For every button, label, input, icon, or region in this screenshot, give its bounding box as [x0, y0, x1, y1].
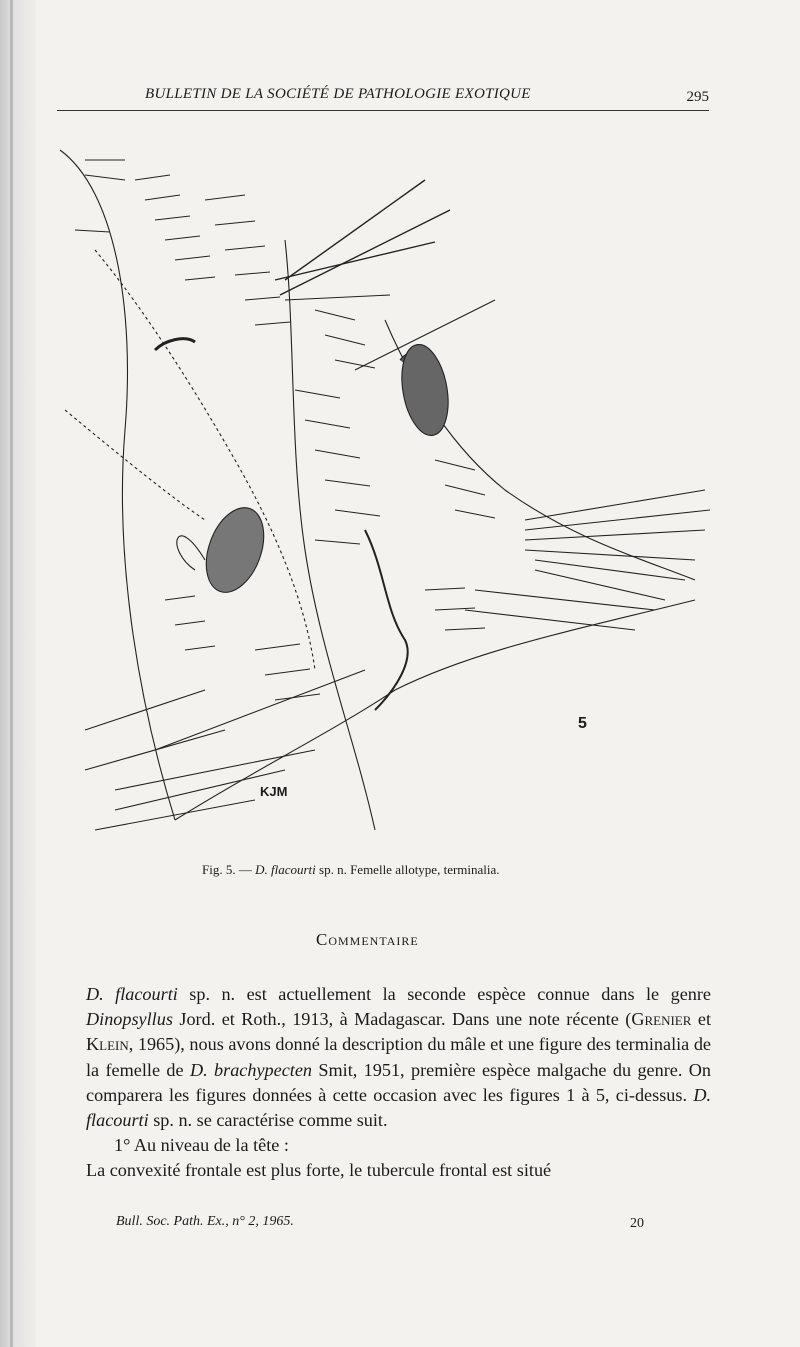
text-run: , 1965), nous avons donné la description du mâle et une figure des terminalia de la femelle de [86, 1034, 711, 1080]
genus-name: Dinopsyllus [86, 1009, 173, 1030]
paragraph-1 [86, 982, 711, 1133]
paragraph-3: La convexité frontale est plus forte, le tubercule frontal est situé [86, 1160, 552, 1181]
artist-initials: KJM [260, 784, 288, 799]
figure-number-label: 5 [578, 715, 587, 732]
body-text [86, 982, 711, 1184]
figure-caption [202, 862, 500, 878]
binding-edge [10, 0, 13, 1347]
text-run: sp. n. est actuellement la seconde espèce connue dans le genre [177, 984, 711, 1004]
caption-prefix: Fig. 5. — [202, 862, 256, 877]
journal-reference: Bull. Soc. Path. Ex., n° 2, 1965. [116, 1214, 294, 1229]
species-name: D. flacourti [86, 984, 178, 1004]
species-name: D. brachypecten [189, 1059, 312, 1080]
caption-species: D. flacourti [255, 862, 316, 877]
text-run: Jord. et Roth., 1913, à Madagascar. Dans une note récente ( [172, 1009, 632, 1030]
author-name: Klein [86, 1034, 129, 1055]
page-binding-shadow [0, 0, 36, 1347]
author-name: Grenier [631, 1009, 692, 1030]
header-rule [57, 110, 709, 111]
page-header [57, 86, 709, 112]
sheet-number: 20 [630, 1216, 644, 1231]
running-head: BULLETIN DE LA SOCIÉTÉ DE PATHOLOGIE EXOTIQUE [145, 86, 531, 102]
paragraph-2: 1° Au niveau de la tête : [114, 1135, 289, 1156]
text-run: et [691, 1009, 711, 1030]
text-run: Smit, 1951, première espèce malgache du genre. On comparera les figures données à cette occasion avec les figures 1 à 5, ci-dessus. [86, 1059, 711, 1105]
page-number: 295 [686, 89, 709, 105]
species-name: D. flacourti [86, 1084, 711, 1131]
terminalia-illustration [55, 130, 745, 840]
figure-terminalia-drawing [55, 130, 745, 840]
caption-rest: sp. n. Femelle allotype, terminalia. [315, 862, 500, 877]
text-run: sp. n. se caractérise comme suit. [148, 1110, 388, 1131]
section-title: Commentaire [316, 930, 419, 949]
